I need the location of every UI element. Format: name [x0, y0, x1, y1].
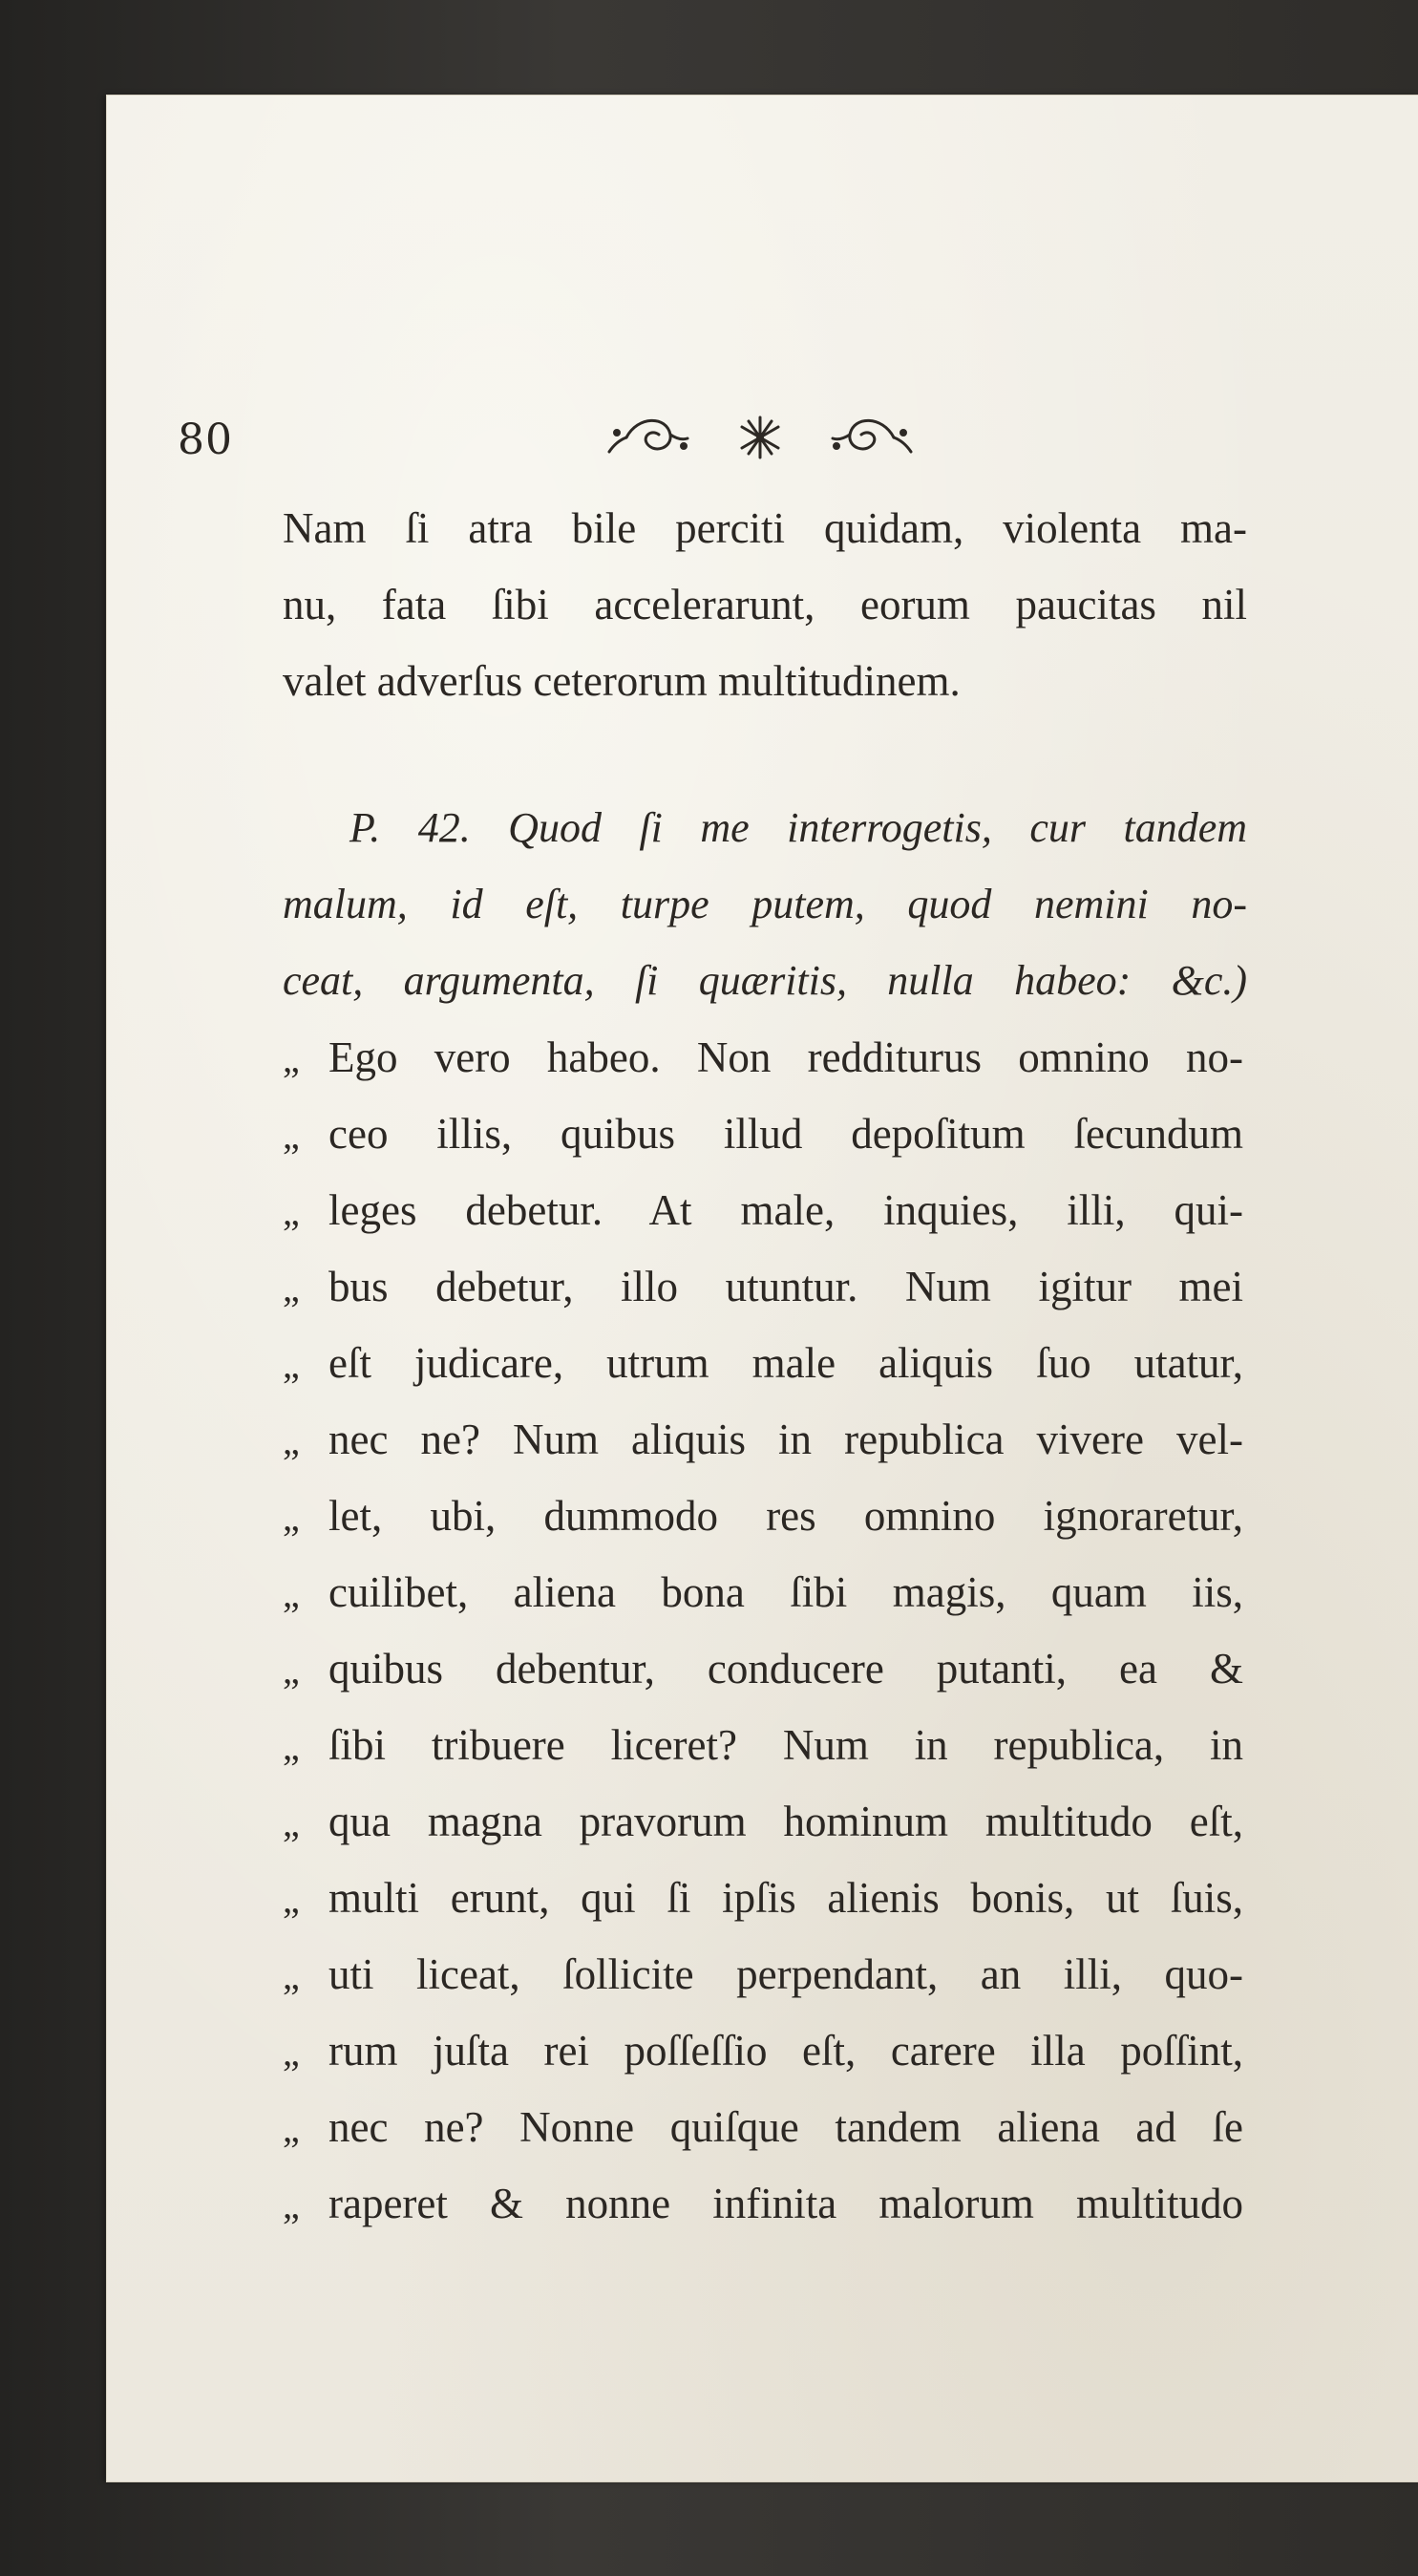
quote-mark: „ — [283, 1496, 298, 1539]
quote-line — [283, 1248, 1247, 1325]
quote-line — [283, 1860, 1247, 1936]
quote-text: uti liceat, ſollicite perpendant, an illi, quo- — [328, 1950, 1243, 1998]
quote-text: rum juſta rei poſſeſſio eſt, carere illa poſſint, — [328, 2027, 1243, 2075]
italic-line: P. 42. Quod ſi me interrogetis, cur tandem — [349, 804, 1247, 851]
floral-star-ornament-icon — [588, 404, 932, 471]
quote-mark: „ — [283, 1801, 298, 1844]
quote-mark: „ — [283, 1267, 298, 1309]
quote-text: multi erunt, qui ſi ipſis alienis bonis, ut ſuis, — [328, 1874, 1243, 1922]
page-header — [178, 396, 1228, 482]
quote-text: nec ne? Nonne quiſque tandem aliena ad ſe — [328, 2103, 1243, 2151]
quote-text: bus debetur, illo utuntur. Num igitur mei — [328, 1263, 1243, 1310]
quote-text: raperet & nonne infinita malorum multitudo — [328, 2180, 1243, 2227]
quote-mark: „ — [283, 1878, 298, 1921]
quote-mark: „ — [283, 1037, 298, 1080]
quote-line — [283, 1783, 1247, 1860]
italic-line: malum, id eſt, turpe putem, quod nemini no- — [283, 881, 1247, 927]
quote-text: qua magna pravorum hominum multitudo eſt, — [328, 1798, 1243, 1845]
quote-line — [283, 1936, 1247, 2012]
quote-mark: „ — [283, 1725, 298, 1768]
quote-mark: „ — [283, 1649, 298, 1692]
quote-text: leges debetur. At male, inquies, illi, qui- — [328, 1186, 1243, 1234]
quote-mark: „ — [283, 1343, 298, 1386]
quote-mark: „ — [283, 1954, 298, 1997]
quote-line — [283, 1401, 1247, 1478]
paragraph-1 — [283, 490, 1247, 719]
quote-line — [283, 2089, 1247, 2165]
quote-text: nec ne? Num aliquis in republica vivere vel- — [328, 1416, 1243, 1463]
quote-line — [283, 1630, 1247, 1707]
quote-text: ſibi tribuere liceret? Num in republica, in — [328, 1721, 1243, 1769]
quote-text: Ego vero habeo. Non redditurus omnino no- — [328, 1033, 1243, 1081]
quote-line — [283, 2165, 1247, 2242]
quote-mark: „ — [283, 2183, 298, 2226]
quote-line — [283, 1019, 1247, 1096]
italic-line: ceat, argumenta, ſi quæritis, nulla habeo: &c.) — [283, 957, 1247, 1004]
quote-mark: „ — [283, 1572, 298, 1615]
quote-text: quibus debentur, conducere putanti, ea & — [328, 1645, 1243, 1692]
page-number: 80 — [178, 415, 233, 464]
text-line: nu, fata ſibi accelerarunt, eorum paucitas nil — [283, 581, 1247, 628]
quote-line — [283, 1325, 1247, 1401]
quote-mark: „ — [283, 1419, 298, 1462]
quote-line — [283, 1172, 1247, 1248]
paragraph-2 — [283, 790, 1247, 2242]
quote-line — [283, 2012, 1247, 2089]
quote-line — [283, 1554, 1247, 1630]
quote-mark: „ — [283, 2107, 298, 2150]
quote-text: eſt judicare, utrum male aliquis ſuo utatur, — [328, 1339, 1243, 1387]
quote-text: let, ubi, dummodo res omnino ignoraretur, — [328, 1492, 1243, 1540]
text-line: valet adverſus ceterorum multitudinem. — [283, 657, 961, 705]
quote-line — [283, 1478, 1247, 1554]
quote-mark: „ — [283, 1190, 298, 1233]
quote-text: cuilibet, aliena bona ſibi magis, quam iis, — [328, 1568, 1243, 1616]
quote-line — [283, 1707, 1247, 1783]
quote-text: ceo illis, quibus illud depoſitum ſecundum — [328, 1110, 1243, 1158]
text-line: Nam ſi atra bile perciti quidam, violenta ma- — [283, 504, 1247, 552]
quote-line — [283, 1096, 1247, 1172]
quote-mark: „ — [283, 2031, 298, 2074]
quote-mark: „ — [283, 1114, 298, 1157]
